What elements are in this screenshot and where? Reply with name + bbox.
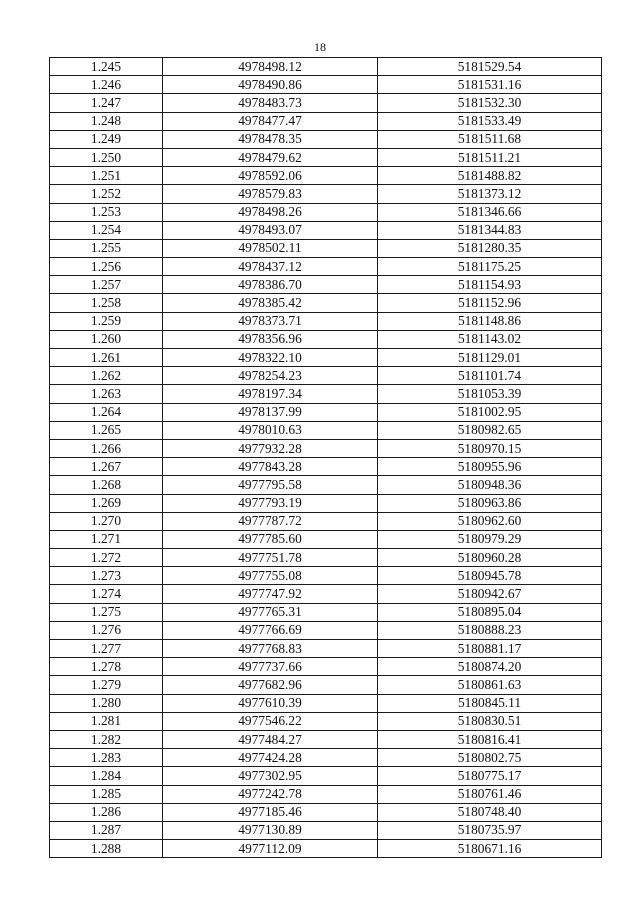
coordinates-table [49, 57, 602, 858]
table-row [50, 112, 602, 130]
x-coordinate-cell: 4978498.12 [163, 58, 378, 76]
table-row [50, 167, 602, 185]
y-coordinate-cell: 5181529.54 [378, 58, 602, 76]
x-coordinate-cell: 4978592.06 [163, 167, 378, 185]
x-coordinate-cell: 4977768.83 [163, 640, 378, 658]
x-coordinate-cell: 4977755.08 [163, 567, 378, 585]
point-number-cell: 1.285 [50, 785, 163, 803]
table-row [50, 94, 602, 112]
point-number-cell: 1.273 [50, 567, 163, 585]
table-row [50, 258, 602, 276]
y-coordinate-cell: 5180671.16 [378, 840, 602, 858]
y-coordinate-cell: 5181488.82 [378, 167, 602, 185]
table-row [50, 676, 602, 694]
table-row [50, 512, 602, 530]
point-number-cell: 1.248 [50, 112, 163, 130]
x-coordinate-cell: 4978483.73 [163, 94, 378, 112]
point-number-cell: 1.269 [50, 494, 163, 512]
x-coordinate-cell: 4978437.12 [163, 258, 378, 276]
y-coordinate-cell: 5181129.01 [378, 349, 602, 367]
x-coordinate-cell: 4978493.07 [163, 221, 378, 239]
table-row [50, 276, 602, 294]
point-number-cell: 1.251 [50, 167, 163, 185]
y-coordinate-cell: 5181344.83 [378, 221, 602, 239]
y-coordinate-cell: 5181533.49 [378, 112, 602, 130]
table-row [50, 221, 602, 239]
point-number-cell: 1.266 [50, 439, 163, 457]
y-coordinate-cell: 5181373.12 [378, 185, 602, 203]
table-row [50, 330, 602, 348]
y-coordinate-cell: 5180874.20 [378, 658, 602, 676]
point-number-cell: 1.278 [50, 658, 163, 676]
table-row [50, 349, 602, 367]
point-number-cell: 1.263 [50, 385, 163, 403]
point-number-cell: 1.279 [50, 676, 163, 694]
x-coordinate-cell: 4978373.71 [163, 312, 378, 330]
y-coordinate-cell: 5180960.28 [378, 549, 602, 567]
y-coordinate-cell: 5181511.21 [378, 148, 602, 166]
x-coordinate-cell: 4978385.42 [163, 294, 378, 312]
point-number-cell: 1.276 [50, 621, 163, 639]
table-row [50, 658, 602, 676]
y-coordinate-cell: 5181148.86 [378, 312, 602, 330]
x-coordinate-cell: 4977747.92 [163, 585, 378, 603]
page-number: 18 [314, 40, 326, 54]
y-coordinate-cell: 5181152.96 [378, 294, 602, 312]
table-row [50, 785, 602, 803]
table-row [50, 603, 602, 621]
x-coordinate-cell: 4977302.95 [163, 767, 378, 785]
x-coordinate-cell: 4977185.46 [163, 803, 378, 821]
y-coordinate-cell: 5181143.02 [378, 330, 602, 348]
table-row [50, 403, 602, 421]
y-coordinate-cell: 5180970.15 [378, 439, 602, 457]
x-coordinate-cell: 4977843.28 [163, 458, 378, 476]
x-coordinate-cell: 4977751.78 [163, 549, 378, 567]
y-coordinate-cell: 5180748.40 [378, 803, 602, 821]
point-number-cell: 1.271 [50, 530, 163, 548]
point-number-cell: 1.257 [50, 276, 163, 294]
x-coordinate-cell: 4977424.28 [163, 749, 378, 767]
table-row [50, 821, 602, 839]
point-number-cell: 1.284 [50, 767, 163, 785]
table-row [50, 585, 602, 603]
point-number-cell: 1.281 [50, 712, 163, 730]
table-row [50, 476, 602, 494]
y-coordinate-cell: 5180816.41 [378, 730, 602, 748]
y-coordinate-cell: 5181175.25 [378, 258, 602, 276]
y-coordinate-cell: 5181280.35 [378, 239, 602, 257]
table-row [50, 185, 602, 203]
y-coordinate-cell: 5181531.16 [378, 76, 602, 94]
table-row [50, 803, 602, 821]
point-number-cell: 1.280 [50, 694, 163, 712]
y-coordinate-cell: 5180845.11 [378, 694, 602, 712]
point-number-cell: 1.283 [50, 749, 163, 767]
point-number-cell: 1.267 [50, 458, 163, 476]
point-number-cell: 1.259 [50, 312, 163, 330]
point-number-cell: 1.254 [50, 221, 163, 239]
y-coordinate-cell: 5180888.23 [378, 621, 602, 639]
point-number-cell: 1.286 [50, 803, 163, 821]
x-coordinate-cell: 4977766.69 [163, 621, 378, 639]
table-row [50, 239, 602, 257]
x-coordinate-cell: 4977546.22 [163, 712, 378, 730]
y-coordinate-cell: 5180955.96 [378, 458, 602, 476]
point-number-cell: 1.264 [50, 403, 163, 421]
point-number-cell: 1.245 [50, 58, 163, 76]
y-coordinate-cell: 5180861.63 [378, 676, 602, 694]
y-coordinate-cell: 5180982.65 [378, 421, 602, 439]
table-row [50, 730, 602, 748]
table-row [50, 694, 602, 712]
y-coordinate-cell: 5180945.78 [378, 567, 602, 585]
y-coordinate-cell: 5181053.39 [378, 385, 602, 403]
x-coordinate-cell: 4978502.11 [163, 239, 378, 257]
x-coordinate-cell: 4977130.89 [163, 821, 378, 839]
table-row [50, 439, 602, 457]
table-row [50, 494, 602, 512]
x-coordinate-cell: 4978490.86 [163, 76, 378, 94]
table-row [50, 549, 602, 567]
x-coordinate-cell: 4978477.47 [163, 112, 378, 130]
y-coordinate-cell: 5180962.60 [378, 512, 602, 530]
x-coordinate-cell: 4977932.28 [163, 439, 378, 457]
point-number-cell: 1.272 [50, 549, 163, 567]
point-number-cell: 1.265 [50, 421, 163, 439]
point-number-cell: 1.247 [50, 94, 163, 112]
y-coordinate-cell: 5180775.17 [378, 767, 602, 785]
y-coordinate-cell: 5181532.30 [378, 94, 602, 112]
x-coordinate-cell: 4977484.27 [163, 730, 378, 748]
point-number-cell: 1.262 [50, 367, 163, 385]
table-row [50, 148, 602, 166]
table-row [50, 385, 602, 403]
x-coordinate-cell: 4977795.58 [163, 476, 378, 494]
table-row [50, 530, 602, 548]
x-coordinate-cell: 4978356.96 [163, 330, 378, 348]
table-row [50, 712, 602, 730]
x-coordinate-cell: 4978322.10 [163, 349, 378, 367]
x-coordinate-cell: 4977682.96 [163, 676, 378, 694]
x-coordinate-cell: 4977737.66 [163, 658, 378, 676]
point-number-cell: 1.246 [50, 76, 163, 94]
x-coordinate-cell: 4977765.31 [163, 603, 378, 621]
table-row [50, 749, 602, 767]
y-coordinate-cell: 5180830.51 [378, 712, 602, 730]
point-number-cell: 1.260 [50, 330, 163, 348]
table-row [50, 567, 602, 585]
table-row [50, 640, 602, 658]
table-row [50, 840, 602, 858]
table-row [50, 767, 602, 785]
x-coordinate-cell: 4978498.26 [163, 203, 378, 221]
point-number-cell: 1.255 [50, 239, 163, 257]
table-row [50, 294, 602, 312]
y-coordinate-cell: 5180979.29 [378, 530, 602, 548]
y-coordinate-cell: 5180942.67 [378, 585, 602, 603]
x-coordinate-cell: 4978479.62 [163, 148, 378, 166]
x-coordinate-cell: 4977112.09 [163, 840, 378, 858]
table-row [50, 312, 602, 330]
y-coordinate-cell: 5180963.86 [378, 494, 602, 512]
table-row [50, 76, 602, 94]
point-number-cell: 1.277 [50, 640, 163, 658]
x-coordinate-cell: 4977242.78 [163, 785, 378, 803]
table-row [50, 58, 602, 76]
table-row [50, 621, 602, 639]
y-coordinate-cell: 5180735.97 [378, 821, 602, 839]
x-coordinate-cell: 4978579.83 [163, 185, 378, 203]
y-coordinate-cell: 5181002.95 [378, 403, 602, 421]
coordinates-table-body [50, 58, 602, 858]
table-row [50, 367, 602, 385]
point-number-cell: 1.287 [50, 821, 163, 839]
table-row [50, 421, 602, 439]
table-row [50, 130, 602, 148]
point-number-cell: 1.282 [50, 730, 163, 748]
y-coordinate-cell: 5180802.75 [378, 749, 602, 767]
table-row [50, 203, 602, 221]
x-coordinate-cell: 4978254.23 [163, 367, 378, 385]
y-coordinate-cell: 5180948.36 [378, 476, 602, 494]
x-coordinate-cell: 4977785.60 [163, 530, 378, 548]
x-coordinate-cell: 4978386.70 [163, 276, 378, 294]
point-number-cell: 1.288 [50, 840, 163, 858]
x-coordinate-cell: 4977793.19 [163, 494, 378, 512]
y-coordinate-cell: 5181511.68 [378, 130, 602, 148]
point-number-cell: 1.261 [50, 349, 163, 367]
point-number-cell: 1.270 [50, 512, 163, 530]
point-number-cell: 1.250 [50, 148, 163, 166]
x-coordinate-cell: 4978137.99 [163, 403, 378, 421]
table-row [50, 458, 602, 476]
y-coordinate-cell: 5181154.93 [378, 276, 602, 294]
point-number-cell: 1.258 [50, 294, 163, 312]
point-number-cell: 1.268 [50, 476, 163, 494]
point-number-cell: 1.275 [50, 603, 163, 621]
point-number-cell: 1.249 [50, 130, 163, 148]
point-number-cell: 1.252 [50, 185, 163, 203]
x-coordinate-cell: 4978197.34 [163, 385, 378, 403]
point-number-cell: 1.256 [50, 258, 163, 276]
y-coordinate-cell: 5180881.17 [378, 640, 602, 658]
y-coordinate-cell: 5181346.66 [378, 203, 602, 221]
point-number-cell: 1.253 [50, 203, 163, 221]
y-coordinate-cell: 5181101.74 [378, 367, 602, 385]
x-coordinate-cell: 4978478.35 [163, 130, 378, 148]
point-number-cell: 1.274 [50, 585, 163, 603]
y-coordinate-cell: 5180761.46 [378, 785, 602, 803]
x-coordinate-cell: 4977787.72 [163, 512, 378, 530]
y-coordinate-cell: 5180895.04 [378, 603, 602, 621]
x-coordinate-cell: 4978010.63 [163, 421, 378, 439]
x-coordinate-cell: 4977610.39 [163, 694, 378, 712]
